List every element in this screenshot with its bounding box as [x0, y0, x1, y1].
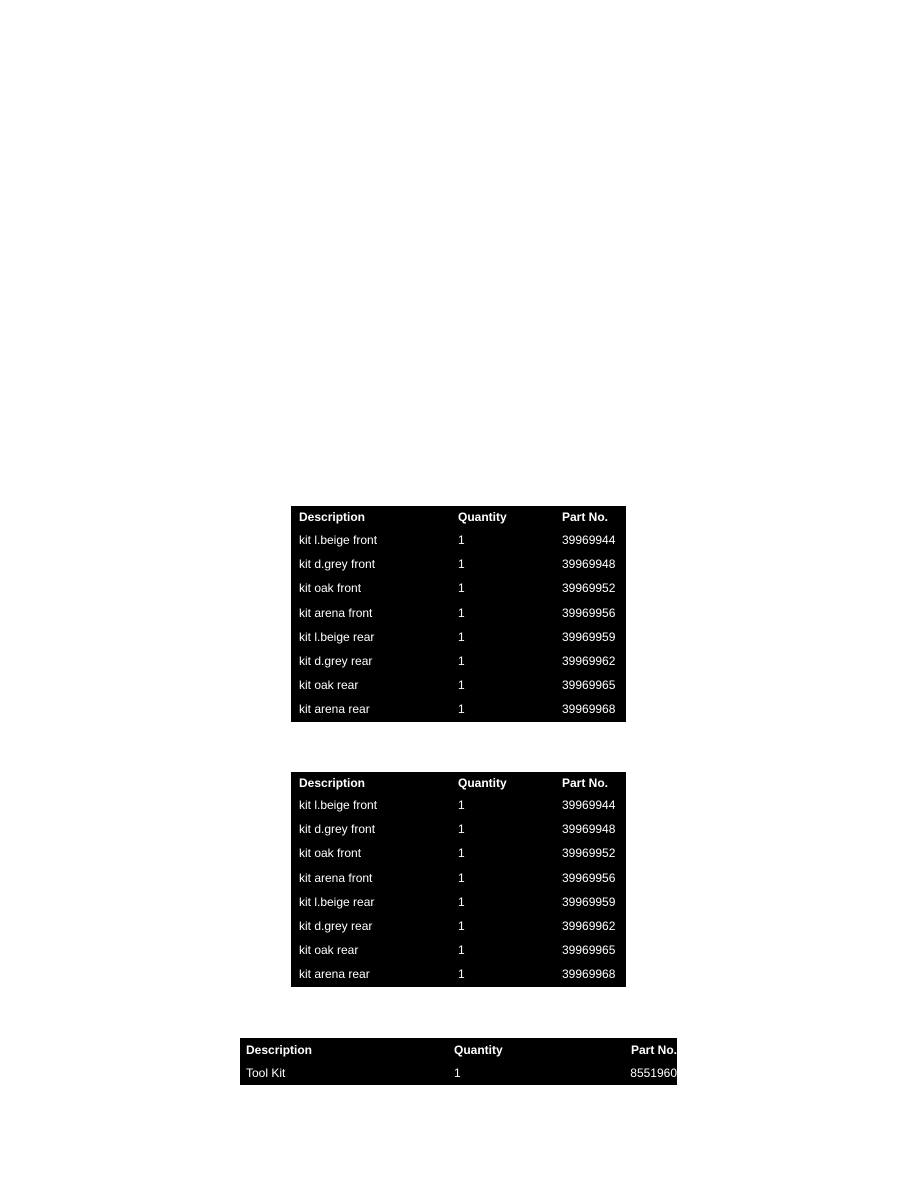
- cell-description: kit arena rear: [299, 702, 370, 717]
- cell-part-no: 39969948: [562, 822, 616, 837]
- table-row: [291, 841, 626, 865]
- parts-table-3: [240, 1038, 677, 1085]
- cell-part-no: 39969959: [562, 894, 616, 909]
- cell-part-no: 39969962: [562, 919, 616, 934]
- table-header-row: [291, 506, 626, 528]
- parts-table-grid: [291, 506, 626, 722]
- cell-part-no: 39969952: [562, 581, 616, 596]
- cell-part-no: 39969956: [562, 870, 616, 885]
- cell-quantity: 1: [458, 654, 465, 669]
- cell-description: kit d.grey rear: [299, 654, 373, 669]
- table-row: [291, 890, 626, 914]
- cell-part-no: 39969965: [562, 678, 616, 693]
- cell-description: kit arena front: [299, 605, 373, 620]
- parts-table-2: [291, 772, 626, 987]
- cell-part-no: 39969948: [562, 557, 616, 572]
- header-part-no: Part No.: [562, 775, 609, 790]
- cell-part-no: 39969956: [562, 605, 616, 620]
- cell-part-no: 39969944: [562, 533, 616, 548]
- header-description: Description: [299, 510, 366, 524]
- cell-description: kit l.beige front: [299, 798, 378, 813]
- cell-quantity: 1: [458, 943, 465, 958]
- table-row: [291, 601, 626, 625]
- cell-part-no: 39969962: [562, 654, 616, 669]
- cell-description: kit d.grey front: [299, 822, 376, 837]
- cell-description: kit l.beige front: [299, 533, 378, 548]
- table-header-row: [240, 1038, 685, 1061]
- header-description: Description: [299, 775, 366, 790]
- cell-description: kit oak front: [299, 846, 362, 861]
- cell-description: kit d.grey rear: [299, 919, 373, 934]
- cell-quantity: 1: [458, 702, 465, 717]
- table-row: [291, 938, 626, 962]
- cell-quantity: 1: [458, 605, 465, 620]
- table-row: [291, 697, 626, 721]
- cell-description: kit oak rear: [299, 943, 359, 958]
- header-quantity: Quantity: [458, 775, 507, 790]
- table-row: [291, 962, 626, 986]
- cell-description: kit oak rear: [299, 678, 359, 693]
- table-row: [240, 1061, 685, 1084]
- table-row: [291, 649, 626, 673]
- table-row: [291, 625, 626, 649]
- table-row: [291, 914, 626, 938]
- cell-quantity: 1: [458, 919, 465, 934]
- parts-table-grid: [291, 772, 626, 987]
- cell-quantity: 1: [458, 822, 465, 837]
- cell-description: Tool Kit: [246, 1065, 286, 1080]
- header-part-no: Part No.: [562, 510, 609, 524]
- table-row: [291, 576, 626, 600]
- header-quantity: Quantity: [454, 1042, 503, 1057]
- table-row: [291, 866, 626, 890]
- cell-quantity: 1: [454, 1065, 461, 1080]
- cell-part-no: 39969968: [562, 967, 616, 982]
- parts-table-1: [291, 506, 626, 722]
- table-row: [291, 528, 626, 552]
- header-description: Description: [246, 1042, 313, 1057]
- cell-part-no: 39969952: [562, 846, 616, 861]
- cell-description: kit l.beige rear: [299, 629, 375, 644]
- cell-quantity: 1: [458, 629, 465, 644]
- header-quantity: Quantity: [458, 510, 507, 524]
- cell-part-no: 8551960: [630, 1065, 677, 1080]
- cell-quantity: 1: [458, 581, 465, 596]
- cell-quantity: 1: [458, 798, 465, 813]
- parts-table-grid: [240, 1038, 685, 1084]
- cell-quantity: 1: [458, 967, 465, 982]
- cell-part-no: 39969965: [562, 943, 616, 958]
- cell-quantity: 1: [458, 894, 465, 909]
- cell-description: kit oak front: [299, 581, 362, 596]
- cell-description: kit l.beige rear: [299, 894, 375, 909]
- cell-quantity: 1: [458, 870, 465, 885]
- cell-part-no: 39969968: [562, 702, 616, 717]
- cell-part-no: 39969944: [562, 798, 616, 813]
- table-row: [291, 817, 626, 841]
- cell-quantity: 1: [458, 557, 465, 572]
- cell-part-no: 39969959: [562, 629, 616, 644]
- cell-quantity: 1: [458, 846, 465, 861]
- cell-description: kit d.grey front: [299, 557, 376, 572]
- cell-description: kit arena rear: [299, 967, 370, 982]
- table-row: [291, 793, 626, 817]
- table-row: [291, 552, 626, 576]
- header-part-no: Part No.: [630, 1042, 677, 1057]
- cell-quantity: 1: [458, 533, 465, 548]
- table-header-row: [291, 772, 626, 793]
- cell-quantity: 1: [458, 678, 465, 693]
- cell-description: kit arena front: [299, 870, 373, 885]
- table-row: [291, 673, 626, 697]
